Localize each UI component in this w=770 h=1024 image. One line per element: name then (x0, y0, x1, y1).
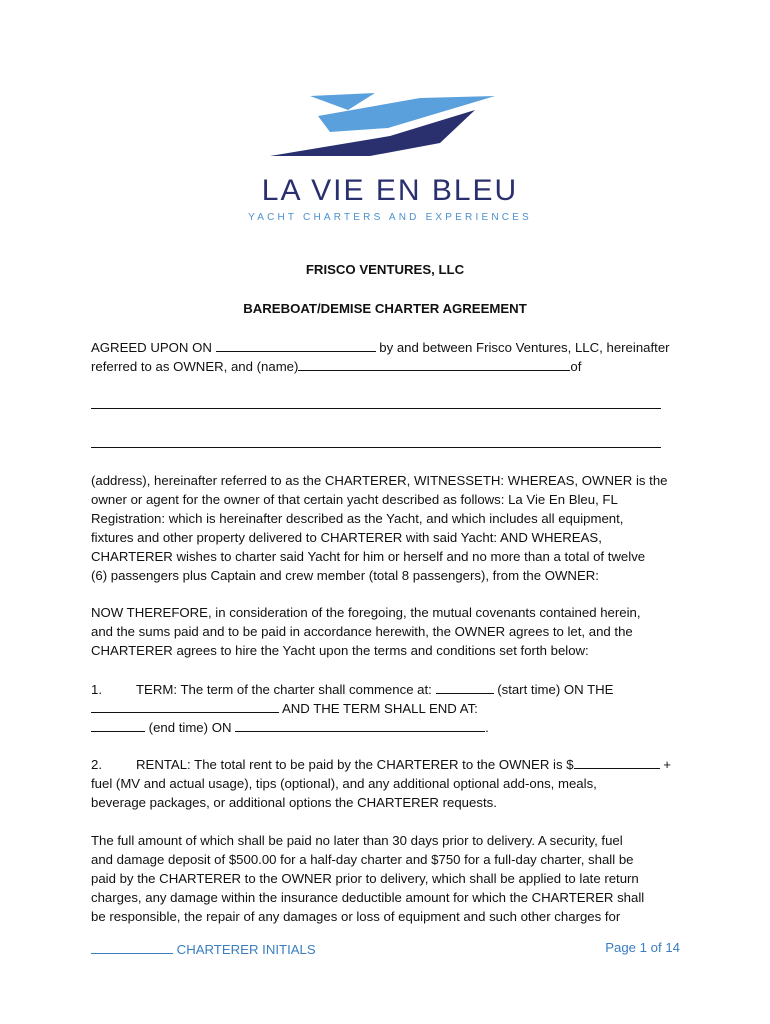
name-blank[interactable] (298, 357, 570, 371)
text-line: CHARTERER agrees to hire the Yacht upon the terms and conditions set forth below: (91, 643, 589, 658)
brand-logo (230, 88, 550, 238)
intro-paragraph (91, 338, 691, 376)
term-clause (91, 680, 691, 737)
initials-label: CHARTERER INITIALS (176, 942, 316, 957)
start-date-blank[interactable] (91, 699, 279, 713)
agreement-title: BAREBOAT/DEMISE CHARTER AGREEMENT (243, 301, 527, 316)
text-line: beverage packages, or additional options the CHARTERER requests. (91, 795, 497, 810)
text-line: be responsible, the repair of any damages or loss of equipment and such other charges for (91, 909, 621, 924)
term-start-text: (start time) ON THE (497, 682, 614, 697)
text-line: CHARTERER wishes to charter said Yacht for him or herself and no more than a total of twelve (91, 549, 646, 564)
clause-number: 1. (91, 682, 102, 697)
text-line: The full amount of which shall be paid no later than 30 days prior to delivery. A security, fuel (91, 833, 623, 848)
address-paragraph (91, 471, 691, 585)
clause-number: 2. (91, 757, 102, 772)
now-therefore-paragraph (91, 603, 691, 660)
end-time-blank[interactable] (91, 718, 145, 732)
term-period: . (485, 720, 489, 735)
text-line: charges, any damage within the insurance deductible amount for which the CHARTERER shall (91, 890, 645, 905)
text-line: (address), hereinafter referred to as the CHARTERER, WITNESSETH: WHEREAS, OWNER is the (91, 473, 668, 488)
intro-agreed-text: AGREED UPON ON (91, 340, 212, 355)
rental-lead: RENTAL: The total rent to be paid by the CHARTERER to the OWNER is $ (136, 757, 574, 772)
text-line: and the sums paid and to be paid in accordance herewith, the OWNER agrees to let, and the (91, 624, 633, 639)
address-line-1[interactable] (91, 408, 661, 409)
intro-of-text: of (570, 359, 582, 374)
term-end-time-text: (end time) ON (148, 720, 232, 735)
brand-name: LA VIE EN BLEU (261, 174, 519, 207)
text-line: fixtures and other property delivered to CHARTERER with said Yacht: AND WHEREAS, (91, 530, 602, 545)
footer-initials (91, 940, 316, 957)
intro-referred-text: referred to as OWNER, and (name) (91, 359, 299, 374)
date-blank[interactable] (216, 338, 376, 352)
text-line: owner or agent for the owner of that certain yacht described as follows: La Vie En Bleu, FL (91, 492, 618, 507)
rent-amount-blank[interactable] (574, 755, 660, 769)
company-name: FRISCO VENTURES, LLC (305, 262, 465, 277)
page-number: Page 1 of 14 (605, 940, 680, 955)
intro-between-text: by and between Frisco Ventures, LLC, hereinafter (379, 340, 670, 355)
end-date-blank[interactable] (235, 718, 485, 732)
term-lead: TERM: The term of the charter shall commence at: (136, 682, 432, 697)
text-line: Registration: which is hereinafter described as the Yacht, and which includes all equipment, (91, 511, 624, 526)
brand-tagline: YACHT CHARTERS AND EXPERIENCES (248, 212, 532, 223)
term-end-at-text: AND THE TERM SHALL END AT: (281, 701, 478, 716)
yacht-icon (270, 88, 510, 163)
text-line: paid by the CHARTERER to the OWNER prior to delivery, which shall be applied to late return (91, 871, 639, 886)
text-line: fuel (MV and actual usage), tips (optional), and any additional optional add-ons, meals, (91, 776, 597, 791)
address-line-2[interactable] (91, 447, 661, 448)
text-line: (6) passengers plus Captain and crew member (total 8 passengers), from the OWNER: (91, 568, 599, 583)
full-amount-paragraph (91, 831, 691, 926)
text-line: NOW THEREFORE, in consideration of the foregoing, the mutual covenants contained herein, (91, 605, 641, 620)
initials-blank[interactable] (91, 940, 173, 954)
rental-clause (91, 755, 691, 812)
start-time-blank[interactable] (436, 680, 494, 694)
rental-plus: + (663, 757, 671, 772)
text-line: and damage deposit of $500.00 for a half-day charter and $750 for a full-day charter, shall be (91, 852, 634, 867)
